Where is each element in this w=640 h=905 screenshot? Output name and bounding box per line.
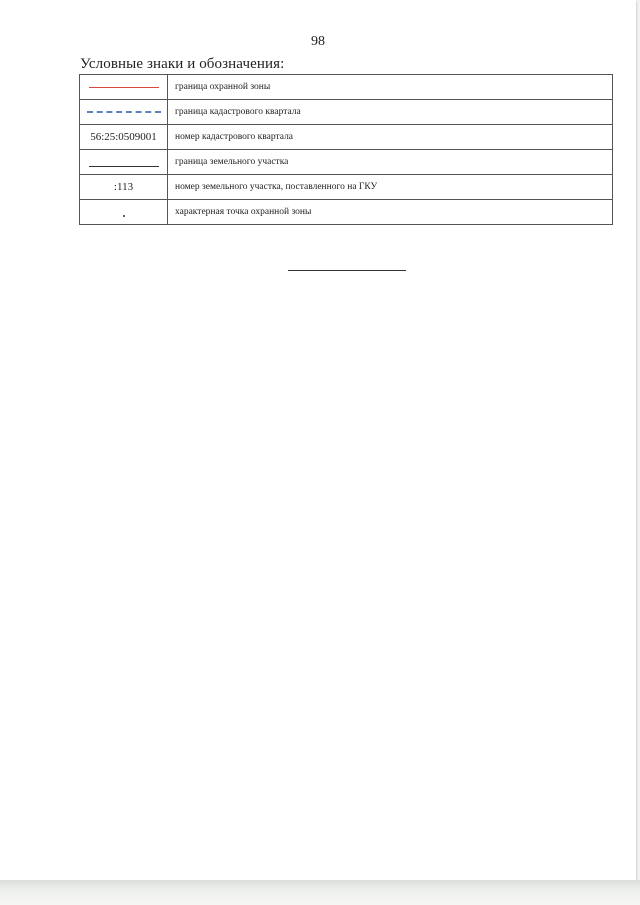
legend-row-land-plot-number <box>80 175 613 200</box>
blue-dashed-line-icon <box>87 111 161 113</box>
scan-background-edge <box>0 880 640 905</box>
legend-description: характерная точка охранной зоны <box>168 200 613 225</box>
legend-description: номер кадастрового квартала <box>168 125 613 150</box>
closing-rule-divider <box>288 270 406 271</box>
legend-symbol-text: :113 <box>80 175 168 200</box>
legend-row-cadastral-quarter-boundary <box>80 100 613 125</box>
legend-symbol-text: 56:25:0509001 <box>80 125 168 150</box>
legend-description: номер земельного участка, поставленного на ГКУ <box>168 175 613 200</box>
legend-symbol-cell <box>80 75 168 100</box>
legend-symbol-cell <box>80 100 168 125</box>
legend-table <box>79 74 613 225</box>
legend-row-protection-zone-boundary <box>80 75 613 100</box>
red-solid-line-icon <box>89 87 159 88</box>
legend-row-cadastral-quarter-number <box>80 125 613 150</box>
page-number: 98 <box>311 34 325 49</box>
legend-title: Условные знаки и обозначения: <box>80 56 285 72</box>
legend-symbol-cell <box>80 150 168 175</box>
legend-row-land-plot-boundary <box>80 150 613 175</box>
legend-description: граница охранной зоны <box>168 75 613 100</box>
legend-description: граница земельного участка <box>168 150 613 175</box>
legend-symbol-cell <box>80 200 168 225</box>
black-solid-line-icon <box>89 166 159 167</box>
legend-description: граница кадастрового квартала <box>168 100 613 125</box>
point-dot-icon <box>123 215 125 217</box>
legend-row-characteristic-point <box>80 200 613 225</box>
